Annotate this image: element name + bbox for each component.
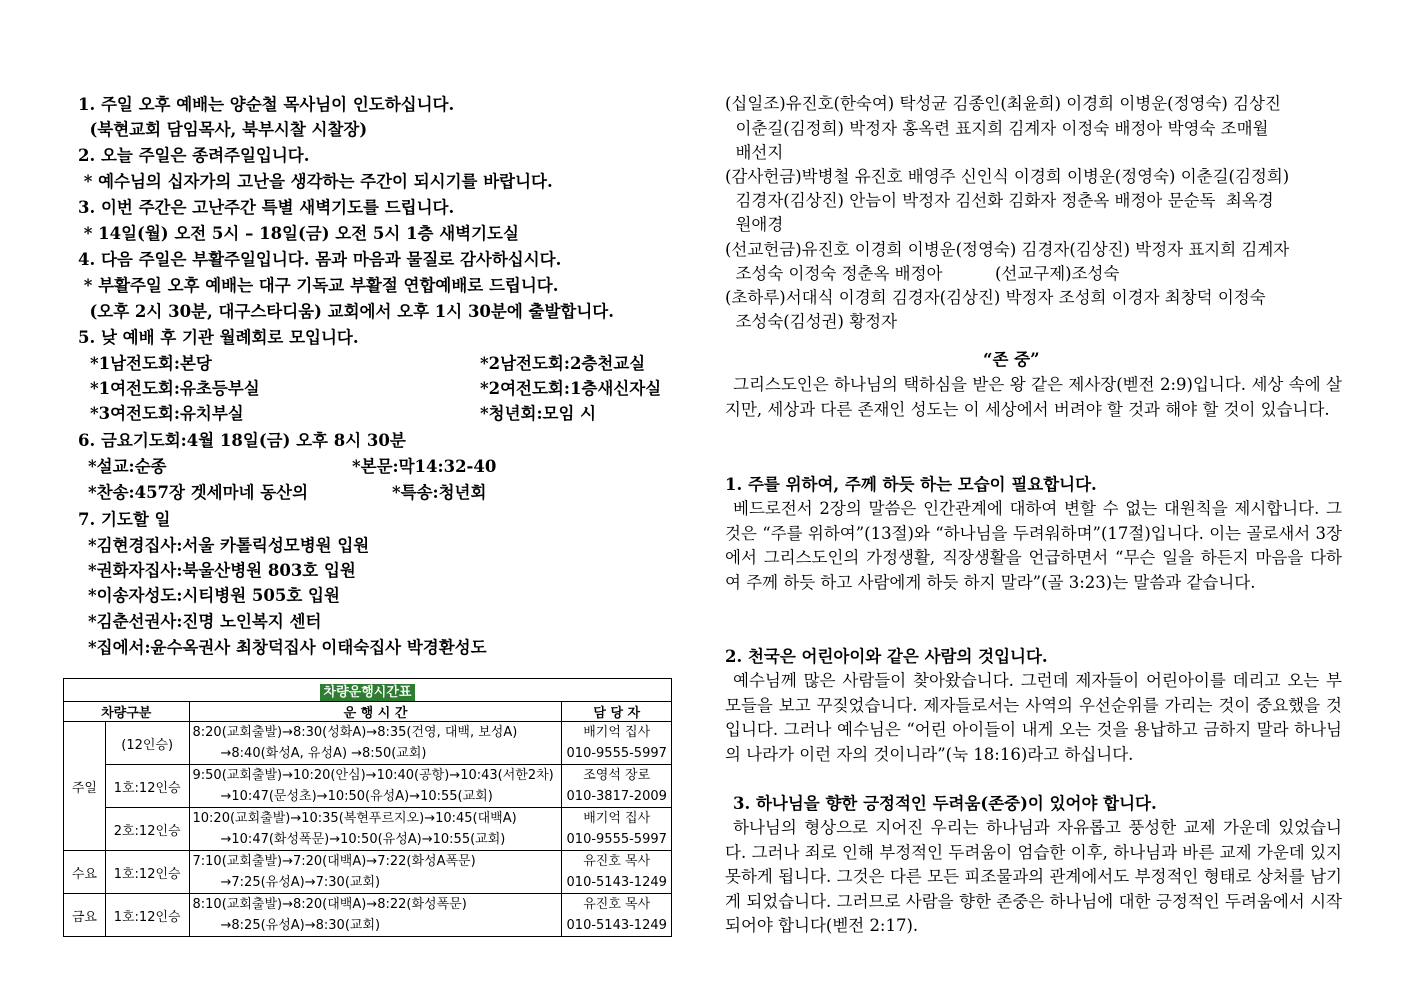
meeting-place: *1여전도회:유초등부실 xyxy=(90,379,260,398)
car-cell: 1호:12인승 xyxy=(105,894,189,937)
section-body: 예수님께 많은 사람들이 찾아왔습니다. 그런데 제자들이 어린아이를 데리고 오는 부모들을 보고 꾸짖었습니다. 제자들로서는 사역의 우선순위를 가리는 것이 중요했을 것입니다. 그러나 예수님은 “어린 아이들이 내게 오는 것을 용납하고 금하지 말라 하나님의 나라가 이런 자의 것이니라”(눅 18:16)라고 하십니다. xyxy=(725,671,1342,764)
friday-detail: *특송:청년회 xyxy=(392,483,487,502)
header-time: 운 행 시 간 xyxy=(189,702,562,722)
friday-detail: *본문:막14:32-40 xyxy=(352,457,497,476)
table-row xyxy=(64,808,672,851)
person-cell: 조영석 장로 010-3817-2009 xyxy=(562,765,672,808)
section-body: 하나님의 형상으로 지어진 우리는 하나님과 자유롭고 풍성한 교제 가운데 있었습니다. 그러나 죄로 인해 부정적인 두려움이 엄습한 이후, 하나님과 바른 교제 가운데 있지 못하게 됩니다. 그것은 다른 모든 피조물과의 관계에서도 부정적인 형태로 상처를 남기게 되었습니다. 그러므로 사람을 향한 존중은 하나님에 대한 긍정적인 두려움에서 시작되어야 합니다(벧전 2:17). xyxy=(725,818,1342,935)
person-cell: 유진호 목사 010-5143-1249 xyxy=(562,851,672,894)
route-cell: 8:10(교회출발)→8:20(대백A)→8:22(화성폭문) →8:25(유성A)→8:30(교회) xyxy=(189,894,562,937)
route-cell: 7:10(교회출발)→7:20(대백A)→7:22(화성A폭문) →7:25(유성A)→7:30(교회) xyxy=(189,851,562,894)
section-heading: 3. 하나님을 향한 긍정적인 두려움(존중)이 있어야 합니다. xyxy=(733,794,1157,813)
announcement-line: * 14일(월) 오전 5시 – 18일(금) 오전 5시 1층 새벽기도실 xyxy=(78,224,519,243)
car-cell: 2호:12인승 xyxy=(105,808,189,851)
friday-prayer-title: 6. 금요기도회:4월 18일(금) 오후 8시 30분 xyxy=(78,431,406,450)
prayer-title: 7. 기도할 일 xyxy=(78,510,171,529)
route-cell: 10:20(교회출발)→10:35(복현푸르지오)→10:45(대백A) →10:47(화성폭문)→10:50(유성A)→10:55(교회) xyxy=(189,808,562,851)
announcement-line: (북현교회 담임목사, 북부시찰 시찰장) xyxy=(78,120,368,139)
announcement-line: * 부활주일 오후 예배는 대구 기독교 부활절 연합예배로 드립니다. xyxy=(78,276,559,295)
offering-line: (감사헌금)박병철 유진호 배영주 신인식 이경희 이병운(정영숙) 이춘길(김정희) xyxy=(725,167,1290,186)
friday-detail: *찬송:457장 겟세마네 동산의 xyxy=(88,483,309,502)
offering-line: 이춘길(김정희) 박정자 홍옥련 표지희 김계자 이정숙 배정아 박영숙 조매월 xyxy=(725,119,1269,138)
offering-line: 원애경 xyxy=(725,215,784,234)
table-row xyxy=(64,851,672,894)
sermon-intro: 그리스도인은 하나님의 택하심을 받은 왕 같은 제사장(벧전 2:9)입니다. 세상 속에 살지만, 세상과 다른 존재인 성도는 이 세상에서 버려야 할 것과 해야 할 것이 있습니다. xyxy=(725,375,1342,419)
announcement-line: 5. 낮 예배 후 기관 월례회로 모입니다. xyxy=(78,328,359,347)
car-cell: (12인승) xyxy=(105,722,189,765)
prayer-item: *집에서:윤수옥권사 최창덕집사 이태숙집사 박경환성도 xyxy=(88,638,487,657)
offering-line: (초하루)서대식 이경희 김경자(김상진) 박정자 조성희 이경자 최창덕 이정숙 xyxy=(725,288,1266,307)
sermon-title: “존 중” xyxy=(983,350,1040,369)
announcement-line: (오후 2시 30분, 대구스타디움) 교회에서 오후 1시 30분에 출발합니다. xyxy=(78,302,614,321)
announcement-line: 4. 다음 주일은 부활주일입니다. 몸과 마음과 물질로 감사하십시다. xyxy=(78,250,562,269)
table-row xyxy=(64,722,672,765)
day-cell: 금요 xyxy=(64,894,106,937)
person-cell: 유진호 목사 010-5143-1249 xyxy=(562,894,672,937)
route-cell: 8:20(교회출발)→8:30(성화A)→8:35(건영, 대백, 보성A) →8:40(화성A, 유성A) →8:50(교회) xyxy=(189,722,562,765)
route-cell: 9:50(교회출발)→10:20(안심)→10:40(공항)→10:43(서한2차) →10:47(문성초)→10:50(유성A)→10:55(교회) xyxy=(189,765,562,808)
bus-schedule-table xyxy=(63,678,672,937)
prayer-item: *김춘선권사:진명 노인복지 센터 xyxy=(88,612,322,631)
meeting-place: *3여전도회:유치부실 xyxy=(90,404,244,423)
section-heading: 2. 천국은 어린아이와 같은 사람의 것입니다. xyxy=(725,647,1048,666)
person-cell: 배기억 집사 010-9555-5997 xyxy=(562,808,672,851)
announcement-line: 2. 오늘 주일은 종려주일입니다. xyxy=(78,146,310,165)
offering-line: (선교헌금)유진호 이경희 이병운(정영숙) 김경자(김상진) 박정자 표지희 김계자 xyxy=(725,240,1290,259)
meeting-place: *2여전도회:1층새신자실 xyxy=(480,379,662,398)
day-cell: 주일 xyxy=(64,722,106,851)
prayer-item: *권화자집사:북울산병원 803호 입원 xyxy=(88,561,356,580)
prayer-item: *김현경집사:서울 카톨릭성모병원 입원 xyxy=(88,536,370,555)
offering-line: 조성숙 이정숙 정춘옥 배정아 (선교구제)조성숙 xyxy=(725,264,1120,283)
announcement-line: 1. 주일 오후 예배는 양순철 목사님이 인도하십니다. xyxy=(78,95,455,114)
car-cell: 1호:12인승 xyxy=(105,765,189,808)
offering-line: 배선지 xyxy=(725,143,784,162)
offering-line: 김경자(김상진) 안늠이 박정자 김선화 김화자 정춘옥 배정아 문순독 최옥경 xyxy=(725,191,1274,210)
table-row xyxy=(64,765,672,808)
announcement-line: 3. 이번 주간은 고난주간 특별 새벽기도를 드립니다. xyxy=(78,198,455,217)
bus-schedule-title: 차량운행시간표 xyxy=(320,684,416,701)
section-heading: 1. 주를 위하여, 주께 하듯 하는 모습이 필요합니다. xyxy=(725,475,1097,494)
table-row xyxy=(64,894,672,937)
prayer-item: *이송자성도:시티병원 505호 입원 xyxy=(88,586,340,605)
meeting-place: *1남전도회:본당 xyxy=(90,354,212,373)
offering-line: 조성숙(김성권) 황정자 xyxy=(725,312,898,331)
meeting-place: *청년회:모임 시 xyxy=(480,404,597,423)
person-cell: 배기억 집사 010-9555-5997 xyxy=(562,722,672,765)
meeting-place: *2남전도회:2층천교실 xyxy=(480,354,646,373)
announcement-line: * 예수님의 십자가의 고난을 생각하는 주간이 되시기를 바랍니다. xyxy=(78,172,553,191)
day-cell: 수요 xyxy=(64,851,106,894)
header-person: 담 당 자 xyxy=(562,702,672,722)
friday-detail: *설교:순종 xyxy=(88,457,167,476)
section-body: 베드로전서 2장의 말씀은 인간관계에 대하여 변할 수 없는 대원칙을 제시합니다. 그것은 “주를 위하여”(13절)와 “하나님을 두려워하며”(17절)입니다. 이는 골로새서 3장에서 그리스도인의 가정생활, 직장생활을 언급하면서 “무슨 일을 하든지 마음을 다하여 주께 하듯 하고 사람에게 하듯 하지 말라”(골 3:23)는 말씀과 같습니다. xyxy=(725,499,1342,592)
header-vehicle: 차량구분 xyxy=(64,702,190,722)
offering-line: (십일조)유진호(한숙여) 탁성균 김종인(최윤희) 이경희 이병운(정영숙) 김상진 xyxy=(725,94,1281,113)
car-cell: 1호:12인승 xyxy=(105,851,189,894)
